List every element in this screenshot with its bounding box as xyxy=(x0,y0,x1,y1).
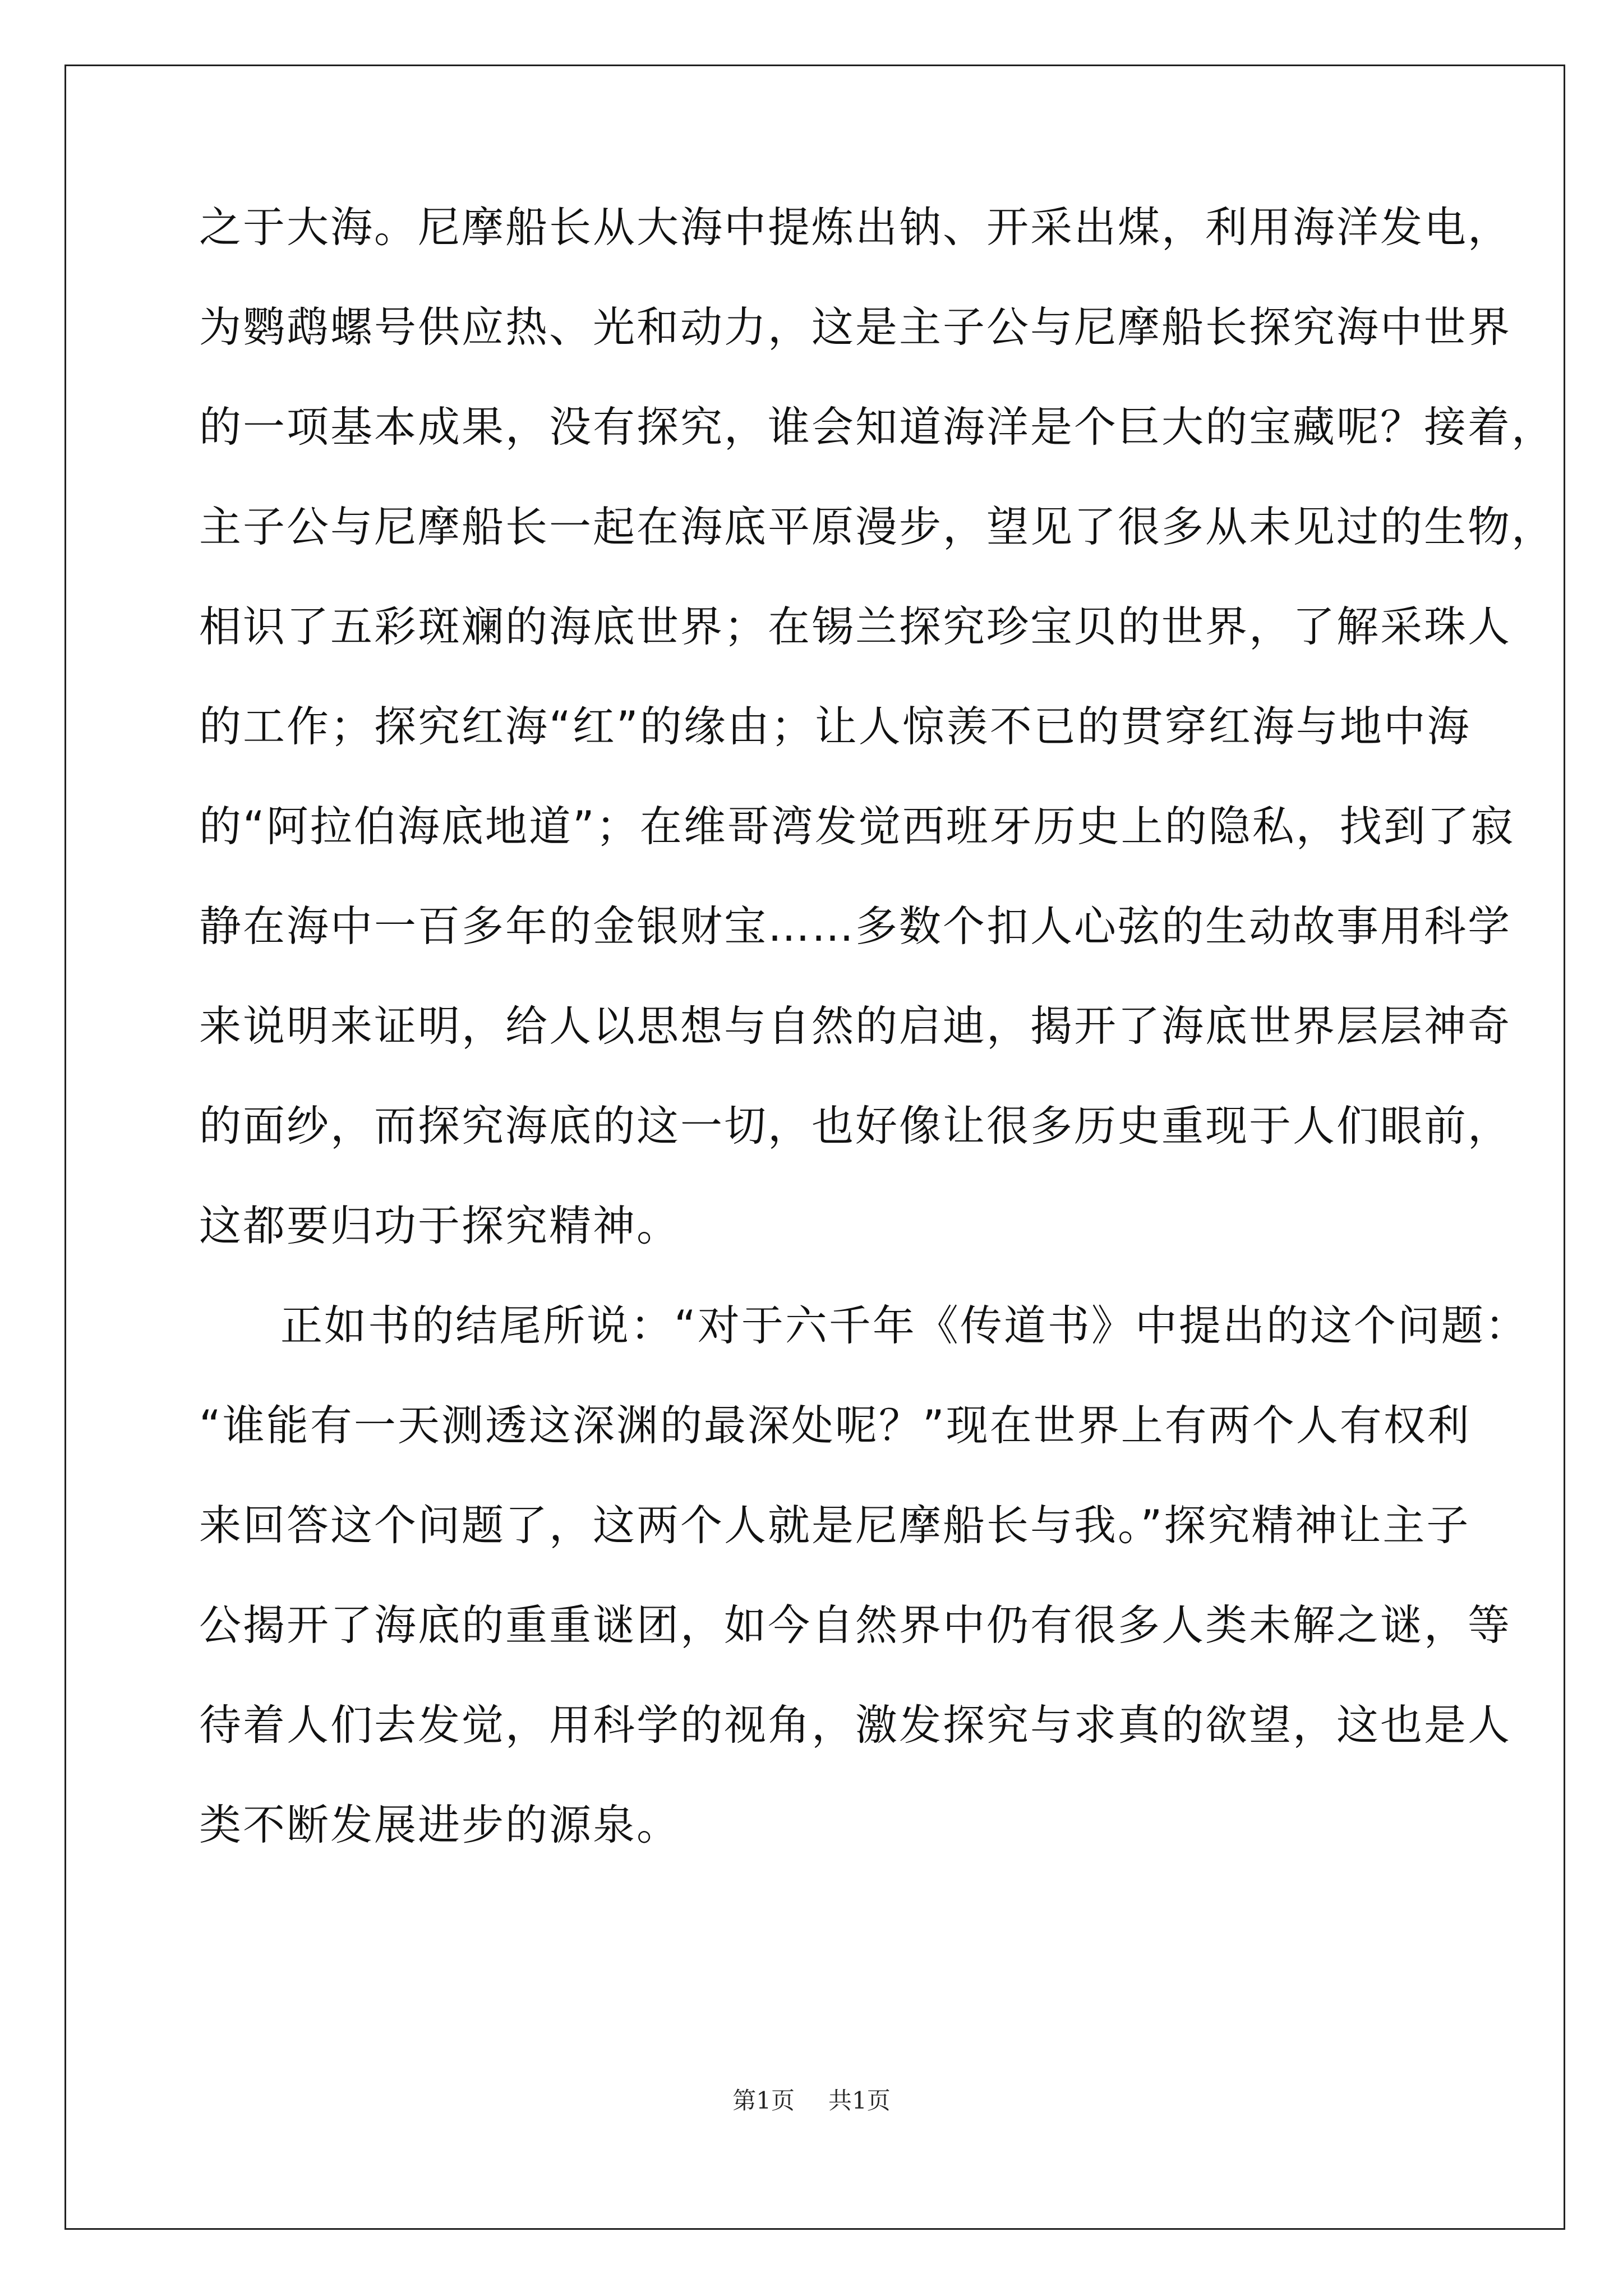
paragraph-line: 的面纱，而探究海底的这一切，也好像让很多历史重现于人们眼前， xyxy=(199,1101,1512,1151)
paragraph-line: 这都要归功于探究精神。 xyxy=(199,1201,681,1250)
paragraph-line: “谁能有一天测透这深渊的最深处呢？”现在世界上有两个人有权利 xyxy=(199,1401,1471,1450)
paragraph-line: 静在海中一百多年的金银财宝……多数个扣人心弦的生动故事用科学 xyxy=(199,901,1512,951)
page-total: 共1页 xyxy=(828,2087,891,2114)
paragraph-line: 公揭开了海底的重重谜团，如今自然界中仍有很多人类未解之谜，等 xyxy=(199,1600,1512,1650)
paragraph-line: 之于大海。尼摩船长从大海中提炼出钠、开采出煤，利用海洋发电， xyxy=(199,203,1512,252)
paragraph-line: 来说明来证明，给人以思想与自然的启迪，揭开了海底世界层层神奇 xyxy=(199,1001,1512,1051)
page-number: 第1页 xyxy=(732,2087,795,2114)
paragraph-line: 的一项基本成果，没有探究，谁会知道海洋是个巨大的宝藏呢？接着， xyxy=(199,402,1556,452)
paragraph-line: 来回答这个问题了，这两个人就是尼摩船长与我。”探究精神让主子 xyxy=(199,1501,1470,1550)
paragraph-line: 为鹦鹉螺号供应热、光和动力，这是主子公与尼摩船长探究海中世界 xyxy=(199,302,1512,352)
page-footer xyxy=(0,2084,1623,2118)
paragraph-line: 的工作；探究红海“红”的缘由；让人惊羡不已的贯穿红海与地中海 xyxy=(199,702,1471,751)
paragraph-line: 待着人们去发觉，用科学的视角，激发探究与求真的欲望，这也是人 xyxy=(199,1700,1512,1750)
paragraph-line: 主子公与尼摩船长一起在海底平原漫步，望见了很多从未见过的生物， xyxy=(199,502,1556,551)
paragraph-line: 相识了五彩斑斓的海底世界；在锡兰探究珍宝贝的世界，了解采珠人 xyxy=(199,602,1512,651)
paragraph-line: 的“阿拉伯海底地道”；在维哥湾发觉西班牙历史上的隐私，找到了寂 xyxy=(199,802,1515,851)
paragraph-line: 正如书的结尾所说：“对于六千年《传道书》中提出的这个问题： xyxy=(280,1301,1529,1350)
paragraph-line: 类不断发展进步的源泉。 xyxy=(199,1800,681,1849)
